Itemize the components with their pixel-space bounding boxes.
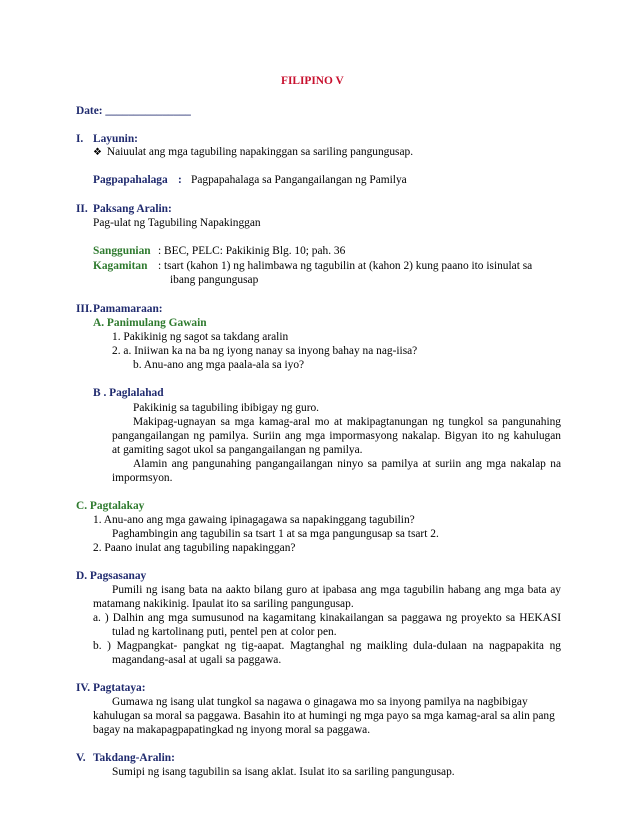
assessment-line2: kahulugan sa moral sa paggawa. Basahin ito at humingi ng mga payo sa mga kamag-aral sa alin pang [93,710,555,722]
sub-d-heading: D. Pagsasanay [76,570,147,582]
sub-c-item-1: 1. Anu-ano ang mga gawaing ipinagagawa sa napakinggang tagubilin? [93,514,415,526]
sub-a-heading: A. Panimulang Gawain [93,317,207,329]
pagpapahalaga-label: Pagpapahalaga [93,174,168,186]
section-3-heading: Pamamaraan: [93,303,163,315]
sub-d-item-b-line1: b. ) Magpangkat- pangkat ng tig-aapat. Magtanghal ng maikling dula-dulaan na nagpapakita ng [93,640,561,652]
sub-b-para2-line3: at gamiting sagot ukol sa pangangailangan ng pamilya. [112,444,363,456]
section-3-number: III. [76,303,93,315]
section-4-number: IV. [76,682,91,694]
sub-b-para3-line1: Alamin ang pangunahing pangangailangan ninyo sa pamilya at suriin ang mga nakalap na [133,458,561,470]
section-2-number: II. [76,203,88,215]
pagpapahalaga-value: Pagpapahalaga sa Pangangailangan ng Pamilya [191,174,407,186]
section-1-number: I. [76,133,84,145]
section-4-heading: Pagtataya: [93,682,146,694]
date-line: Date: _______________ [76,105,191,117]
sub-b-para3-line2: impormsyon. [112,472,173,484]
section-5-number: V. [76,752,86,764]
pagpapahalaga-colon: : [178,174,182,186]
sub-c-item-2: 2. Paano inulat ang tagubiling napakinggan? [93,542,296,554]
sub-c-item-1b: Paghambingin ang tagubilin sa tsart 1 at sa mga pangungusap sa tsart 2. [112,528,439,540]
objective-bullet-item [93,145,413,160]
assessment-line3: bagay na makapagpapatingkad ng inyong moral sa paggawa. [93,724,371,736]
assessment-line1: Gumawa ng isang ulat tungkol sa nagawa o ginagawa mo sa inyong pamilya na nagbibigay [112,696,528,708]
sanggunian-value: : BEC, PELC: Pakikinig Blg. 10; pah. 36 [158,245,346,257]
section-2-heading: Paksang Aralin: [93,203,172,215]
kagamitan-label: Kagamitan [93,260,148,272]
sub-d-item-a-line2: tulad ng kartolinang puti, pentel pen at color pen. [112,626,337,638]
sub-a-item-2a: 2. a. Iniiwan ka na ba ng iyong nanay sa inyong bahay na nag-iisa? [112,345,418,357]
document-title: FILIPINO V [281,75,344,87]
sanggunian-label: Sanggunian [93,245,151,257]
diamond-bullet-icon: ❖ [93,147,102,158]
sub-d-para-line1: Pumili ng isang bata na aakto bilang guro at ipabasa ang mga tagubilin habang ang mga bata ay [112,584,561,596]
homework-line1: Sumipi ng isang tagubilin sa isang aklat. Isulat ito sa sariling pangungusap. [112,766,455,778]
sub-a-item-1: 1. Pakikinig ng sagot sa takdang aralin [112,331,289,343]
kagamitan-value-line1: : tsart (kahon 1) ng halimbawa ng tagubilin at (kahon 2) kung paano ito isinulat sa [158,260,533,272]
section-5-heading: Takdang-Aralin: [93,752,175,764]
sub-b-para1: Pakikinig sa tagubiling ibibigay ng guro. [133,402,320,414]
sub-d-item-a-line1: a. ) Dalhin ang mga sumusunod na kagamitang kinakailangan sa paggawa ng proyekto sa HEKASI [93,612,561,624]
sub-d-para-line2: matamang nakikinig. Ipaulat ito sa sariling pangungusap. [93,598,354,610]
section-1-heading: Layunin: [93,133,138,145]
kagamitan-value-line2: ibang pangungusap [170,274,259,286]
sub-b-heading: B . Paglalahad [93,387,164,399]
sub-a-item-2b: b. Anu-ano ang mga paala-ala sa iyo? [133,359,305,371]
objective-text: Naiuulat ang mga tagubiling napakinggan sa sariling pangungusap. [106,146,414,158]
sub-c-heading: C. Pagtalakay [76,500,145,512]
sub-b-para2-line2: pangangailangan ng pamilya. Suriin ang mga impormasyong nakalap. Bigyan ito ng kahulugan [112,430,561,442]
topic-line: Pag-ulat ng Tagubiling Napakinggan [93,217,261,229]
sub-d-item-b-line2: magandang-asal at ugali sa paggawa. [112,654,282,666]
sub-b-para2-line1: Makipag-ugnayan sa mga kamag-aral mo at makipagtanungan ng tungkol sa pangunahing [133,416,561,428]
